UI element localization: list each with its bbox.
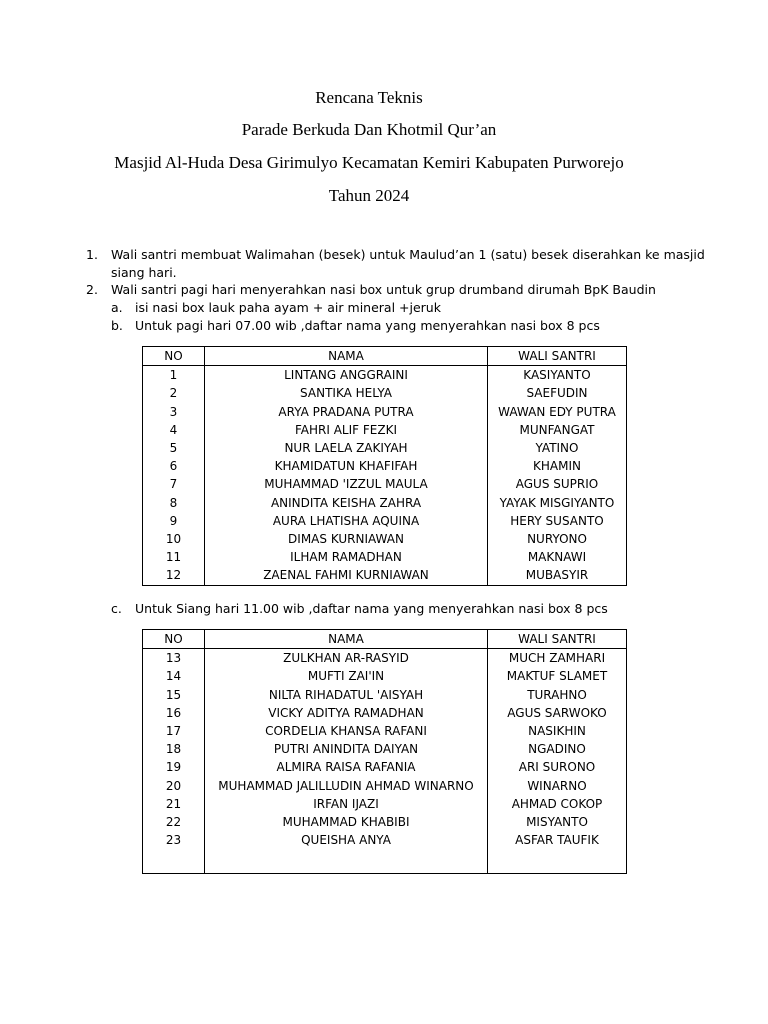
table-row <box>143 667 627 685</box>
cell-nama: CORDELIA KHANSA RAFANI <box>205 722 488 740</box>
table-row <box>143 494 627 512</box>
cell-wali: NURYONO <box>488 530 627 548</box>
table-row <box>143 831 627 849</box>
table-header-row <box>143 347 627 366</box>
cell-no: 5 <box>143 439 205 457</box>
table-row <box>143 649 627 668</box>
cell-wali: HERY SUSANTO <box>488 512 627 530</box>
cell-wali: NASIKHIN <box>488 722 627 740</box>
cell-nama: FAHRI ALIF FEZKI <box>205 421 488 439</box>
cell-no: 23 <box>143 831 205 849</box>
subitem-b-letter: b. <box>111 318 123 333</box>
subitem-c-text: Untuk Siang hari 11.00 wib ,daftar nama yang menyerahkan nasi box 8 pcs <box>135 601 608 616</box>
cell-no: 7 <box>143 475 205 493</box>
header-no: NO <box>143 630 205 649</box>
item-2-number: 2. <box>86 282 98 297</box>
table-row <box>143 795 627 813</box>
header-no: NO <box>143 347 205 366</box>
cell-wali: MAKNAWI <box>488 548 627 566</box>
table-row <box>143 439 627 457</box>
cell-no: 19 <box>143 758 205 776</box>
cell-no: 10 <box>143 530 205 548</box>
cell-nama: PUTRI ANINDITA DAIYAN <box>205 740 488 758</box>
table-row <box>143 686 627 704</box>
table-row <box>143 722 627 740</box>
cell-wali: TURAHNO <box>488 686 627 704</box>
cell-no: 9 <box>143 512 205 530</box>
item-1-text-line-1: Wali santri membuat Walimahan (besek) untuk Maulud’an 1 (satu) besek diserahkan ke masjid <box>111 247 705 262</box>
cell-no: 4 <box>143 421 205 439</box>
cell-no: 3 <box>143 403 205 421</box>
cell-wali: WAWAN EDY PUTRA <box>488 403 627 421</box>
cell-wali: SAEFUDIN <box>488 384 627 402</box>
cell-nama: QUEISHA ANYA <box>205 831 488 849</box>
subitem-c-letter: c. <box>111 601 122 616</box>
cell-wali: KHAMIN <box>488 457 627 475</box>
afternoon-roster-table <box>142 629 627 874</box>
table-row <box>143 512 627 530</box>
cell-wali: YATINO <box>488 439 627 457</box>
table-row <box>143 475 627 493</box>
cell-no: 20 <box>143 777 205 795</box>
spacer-cell <box>143 849 205 874</box>
cell-wali: MUCH ZAMHARI <box>488 649 627 668</box>
table-row <box>143 777 627 795</box>
cell-nama: ILHAM RAMADHAN <box>205 548 488 566</box>
cell-nama: ZULKHAN AR-RASYID <box>205 649 488 668</box>
cell-wali: KASIYANTO <box>488 366 627 385</box>
cell-no: 8 <box>143 494 205 512</box>
cell-nama: AURA LHATISHA AQUINA <box>205 512 488 530</box>
cell-nama: MUFTI ZAI'IN <box>205 667 488 685</box>
table-row <box>143 421 627 439</box>
morning-roster-table <box>142 346 627 586</box>
table-row <box>143 530 627 548</box>
title-line-2: Parade Berkuda Dan Khotmil Qur’an <box>241 120 497 139</box>
subitem-a-text: isi nasi box lauk paha ayam + air mineral +jeruk <box>135 300 441 315</box>
item-1-number: 1. <box>86 247 98 262</box>
cell-no: 21 <box>143 795 205 813</box>
header-nama: NAMA <box>205 630 488 649</box>
item-1-text-line-2: siang hari. <box>111 265 177 280</box>
cell-wali: WINARNO <box>488 777 627 795</box>
cell-nama: VICKY ADITYA RAMADHAN <box>205 704 488 722</box>
cell-nama: ARYA PRADANA PUTRA <box>205 403 488 421</box>
cell-no: 12 <box>143 566 205 585</box>
cell-nama: DIMAS KURNIAWAN <box>205 530 488 548</box>
cell-no: 18 <box>143 740 205 758</box>
cell-no: 16 <box>143 704 205 722</box>
cell-no: 17 <box>143 722 205 740</box>
table-row <box>143 813 627 831</box>
table-row <box>143 366 627 385</box>
spacer-cell <box>488 849 627 874</box>
cell-nama: ZAENAL FAHMI KURNIAWAN <box>205 566 488 585</box>
subitem-b-text: Untuk pagi hari 07.00 wib ,daftar nama yang menyerahkan nasi box 8 pcs <box>135 318 600 333</box>
table-row <box>143 548 627 566</box>
item-2-text: Wali santri pagi hari menyerahkan nasi box untuk grup drumband dirumah BpK Baudin <box>111 282 656 297</box>
table-header-row <box>143 630 627 649</box>
table-row <box>143 566 627 585</box>
cell-wali: MUBASYIR <box>488 566 627 585</box>
table-row <box>143 457 627 475</box>
cell-no: 14 <box>143 667 205 685</box>
cell-wali: MAKTUF SLAMET <box>488 667 627 685</box>
table-spacer-row <box>143 849 627 874</box>
cell-wali: YAYAK MISGIYANTO <box>488 494 627 512</box>
cell-wali: NGADINO <box>488 740 627 758</box>
cell-nama: MUHAMMAD JALILLUDIN AHMAD WINARNO <box>205 777 488 795</box>
cell-no: 13 <box>143 649 205 668</box>
cell-nama: KHAMIDATUN KHAFIFAH <box>205 457 488 475</box>
cell-nama: IRFAN IJAZI <box>205 795 488 813</box>
cell-nama: MUHAMMAD 'IZZUL MAULA <box>205 475 488 493</box>
table-row <box>143 758 627 776</box>
cell-nama: NUR LAELA ZAKIYAH <box>205 439 488 457</box>
cell-wali: ASFAR TAUFIK <box>488 831 627 849</box>
header-wali-santri: WALI SANTRI <box>488 630 627 649</box>
cell-nama: ANINDITA KEISHA ZAHRA <box>205 494 488 512</box>
cell-nama: LINTANG ANGGRAINI <box>205 366 488 385</box>
cell-wali: MUNFANGAT <box>488 421 627 439</box>
cell-no: 6 <box>143 457 205 475</box>
subitem-a-letter: a. <box>111 300 123 315</box>
cell-wali: MISYANTO <box>488 813 627 831</box>
title-line-4: Tahun 2024 <box>328 186 410 205</box>
cell-no: 11 <box>143 548 205 566</box>
cell-wali: AHMAD COKOP <box>488 795 627 813</box>
cell-wali: ARI SURONO <box>488 758 627 776</box>
title-line-1: Rencana Teknis <box>315 88 423 107</box>
cell-wali: AGUS SUPRIO <box>488 475 627 493</box>
cell-wali: AGUS SARWOKO <box>488 704 627 722</box>
table-row <box>143 740 627 758</box>
header-nama: NAMA <box>205 347 488 366</box>
cell-no: 15 <box>143 686 205 704</box>
spacer-cell <box>205 849 488 874</box>
table-row <box>143 704 627 722</box>
table-row <box>143 384 627 402</box>
title-line-3: Masjid Al-Huda Desa Girimulyo Kecamatan Kemiri Kabupaten Purworejo <box>114 153 624 172</box>
cell-no: 2 <box>143 384 205 402</box>
cell-nama: SANTIKA HELYA <box>205 384 488 402</box>
cell-nama: MUHAMMAD KHABIBI <box>205 813 488 831</box>
cell-no: 1 <box>143 366 205 385</box>
cell-nama: ALMIRA RAISA RAFANIA <box>205 758 488 776</box>
table-row <box>143 403 627 421</box>
header-wali-santri: WALI SANTRI <box>488 347 627 366</box>
cell-no: 22 <box>143 813 205 831</box>
cell-nama: NILTA RIHADATUL 'AISYAH <box>205 686 488 704</box>
